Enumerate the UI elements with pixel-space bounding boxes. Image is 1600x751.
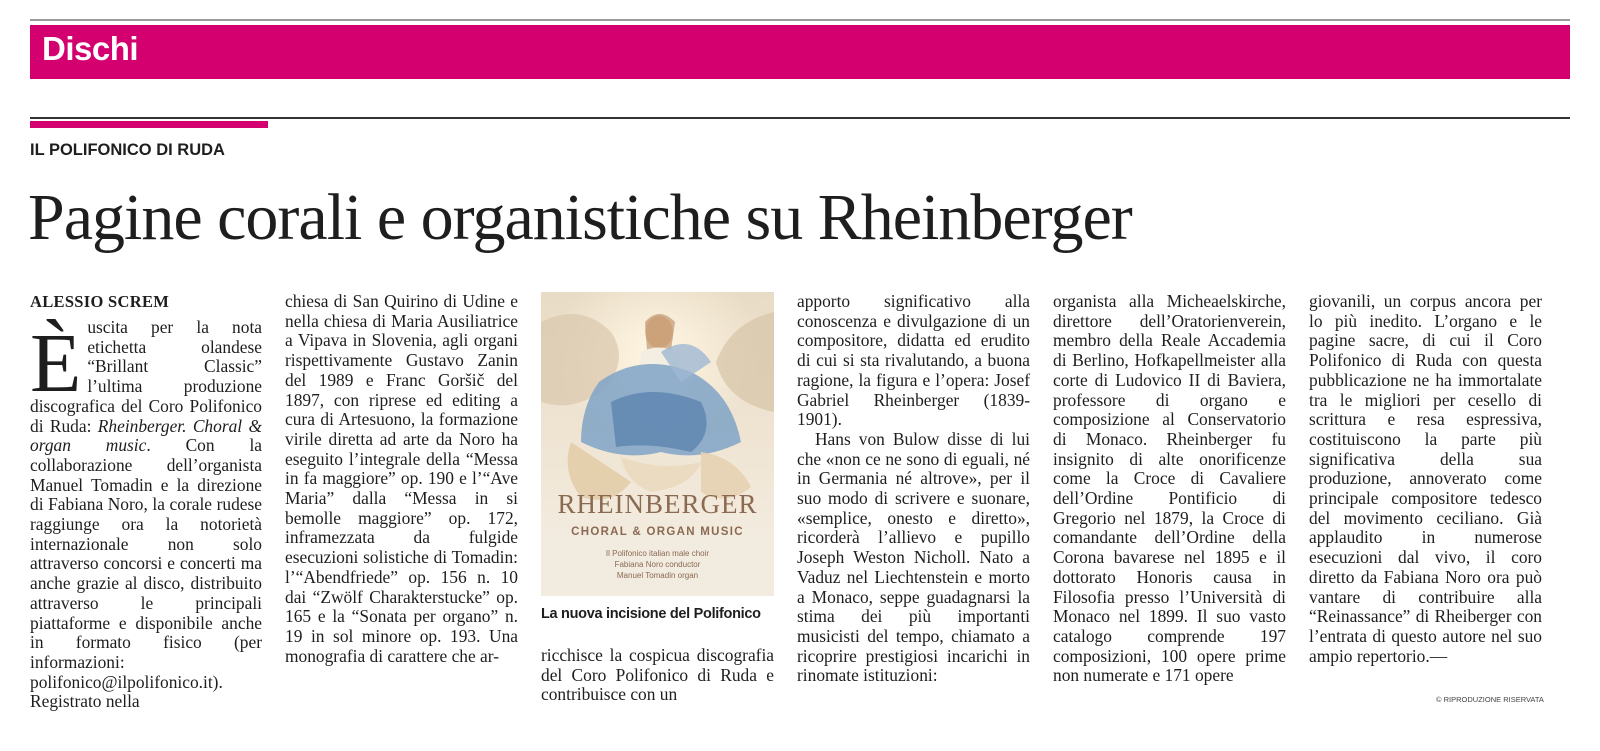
album-cover-image bbox=[541, 292, 774, 596]
article-paragraph-1 bbox=[30, 318, 262, 712]
article-kicker: IL POLIFONICO DI RUDA bbox=[30, 141, 225, 159]
album-cover-credit-2: Fabiana Noro conductor bbox=[614, 560, 701, 569]
col6-paragraph bbox=[1309, 292, 1542, 666]
col5-text: organista alla Micheaelskirche, direttore dell’Oratorienverein, membro della Reale Accademia di Berlino, Hofkapellmeister alla corte di Ludovico II di Baviera, professore di organo e composizione al Conservatorio di Monaco. Rheinberger fu insignito di alte onorificenze come la Croce di Cavaliere dell’Ordine Pontificio di Gregorio nel 1879, la Croce di comandante dell’Ordine della Corona bavarese nel 1895 e il dottorato Honoris causa in Filosofia presso l’Università di Monaco nel 1899. Il suo vasto catalogo comprende 197 composizioni, 100 opere prime non numerate e 171 opere bbox=[1053, 291, 1286, 686]
col4-text-b: Hans von Bulow disse di lui che «non ce ne sono di eguali, né in Germania né altrove», per il suo modo di scrivere e suonare, «semplice, onesto e diretto», ricorderà l’allievo e pupillo Joseph Weston Nicholl. Nato a Vaduz nel Liechtenstein e morto a Monaco, seppe guadagnarsi la stima dei più importanti musicisti del tempo, chiamato a ricoprire prestigiosi incarichi in rinomate istituzioni: bbox=[797, 428, 1030, 686]
article-column-4 bbox=[797, 292, 1030, 686]
article-column-3 bbox=[541, 646, 774, 705]
col6-text: giovanili, un corpus ancora per lo più inedito. L’organo e le pagine sacre, di cui il Coro Polifonico di Ruda con questa pubblicazione ne ha immortalate tra le migliori per cesello di scrittura e resa espressiva, costituiscono la parte più significativa della sua produzione, annoverato come principale compositore tedesco del movimento ceciliano. Già applaudito in numerose esecuzioni dal vivo, il coro diretto da Fabiana Noro ora può vantare di contribuire alla “Reinassance” di Rheiberger con l’entrata di questo autore nel suo ampio repertorio. bbox=[1309, 291, 1542, 666]
article-headline: Pagine corali e organistiche su Rheinberger bbox=[28, 181, 1132, 254]
kicker-accent-bar bbox=[30, 121, 268, 128]
top-rule bbox=[30, 19, 1570, 21]
article-column-1 bbox=[30, 292, 262, 712]
album-title-italic: Rheinberger. Choral & organ music bbox=[30, 415, 262, 456]
article-column-6 bbox=[1309, 292, 1542, 666]
album-cover-credit-3: Manuel Tomadin organ bbox=[616, 571, 699, 580]
section-banner bbox=[30, 25, 1570, 79]
section-name: Dischi bbox=[42, 30, 139, 67]
album-cover-subtitle: CHORAL & ORGAN MUSIC bbox=[571, 526, 744, 538]
col2-text: chiesa di San Quirino di Udine e nella chiesa di Maria Ausiliatrice a Vipava in Slovenia, agli organi rispettivamente Gustavo Zanin del 1989 e Franc Goršič del 1897, con riprese ed editing a cura di Artesuono, la formazione virile diretta ad arte da Noro ha eseguito l’integrale della “Messa in fa maggiore” op. 190 e l’“Ave Maria” dalla “Messa in si bemolle maggiore” op. 172, inframezzata da fulgide esecuzioni solistiche di Tomadin: l’“Abendfriede” op. 156 n. 10 dai “Zwölf Charakterstucke” op. 165 e la “Sonata per organo” n. 19 in sol minore op. 193. Una monografia di carattere che ar- bbox=[285, 291, 518, 666]
article-end-mark: — bbox=[1429, 645, 1448, 666]
header-divider bbox=[30, 117, 1570, 119]
album-cover-credit-1: Il Polifonico italian male choir bbox=[605, 549, 710, 558]
photo-caption: La nuova incisione del Polifonico bbox=[541, 606, 761, 622]
article-column-2 bbox=[285, 292, 518, 666]
col1-text-a: uscita per la nota etichetta olandese “Brillant Classic” l’ultima produzione discografica del Coro Polifonico di Ruda: bbox=[30, 317, 262, 436]
drop-cap: È bbox=[30, 317, 82, 410]
article-column-5 bbox=[1053, 292, 1286, 686]
col4-text-a: apporto significativo alla conoscenza e divulgazione di un compositore, didatta ed erudito di cui si sta rivalutando, a buona ragione, la figura e l’opera: Josef Gabriel Rheinberger (1839-1901). bbox=[797, 291, 1030, 430]
copyright-notice: © RIPRODUZIONE RISERVATA bbox=[1436, 695, 1544, 704]
col3-text: ricchisce la cospicua discografia del Coro Polifonico di Ruda e contribuisce con un bbox=[541, 645, 774, 705]
album-cover-title: RHEINBERGER bbox=[557, 489, 758, 519]
col1-text-b: . Con la collaborazione dell’organista Manuel Tomadin e la direzione di Fabiana Noro, la corale rudese raggiunge ora la notorietà internazionale non solo attraverso concorsi e concerti ma anche grazie al disco, distribuito attraverso le principali piattaforme e disponibile anche in formato fisico (per informazioni: polifonico@ilpolifonico.it). Registrato nella bbox=[30, 435, 262, 712]
author-byline: ALESSIO SCREM bbox=[30, 292, 170, 311]
